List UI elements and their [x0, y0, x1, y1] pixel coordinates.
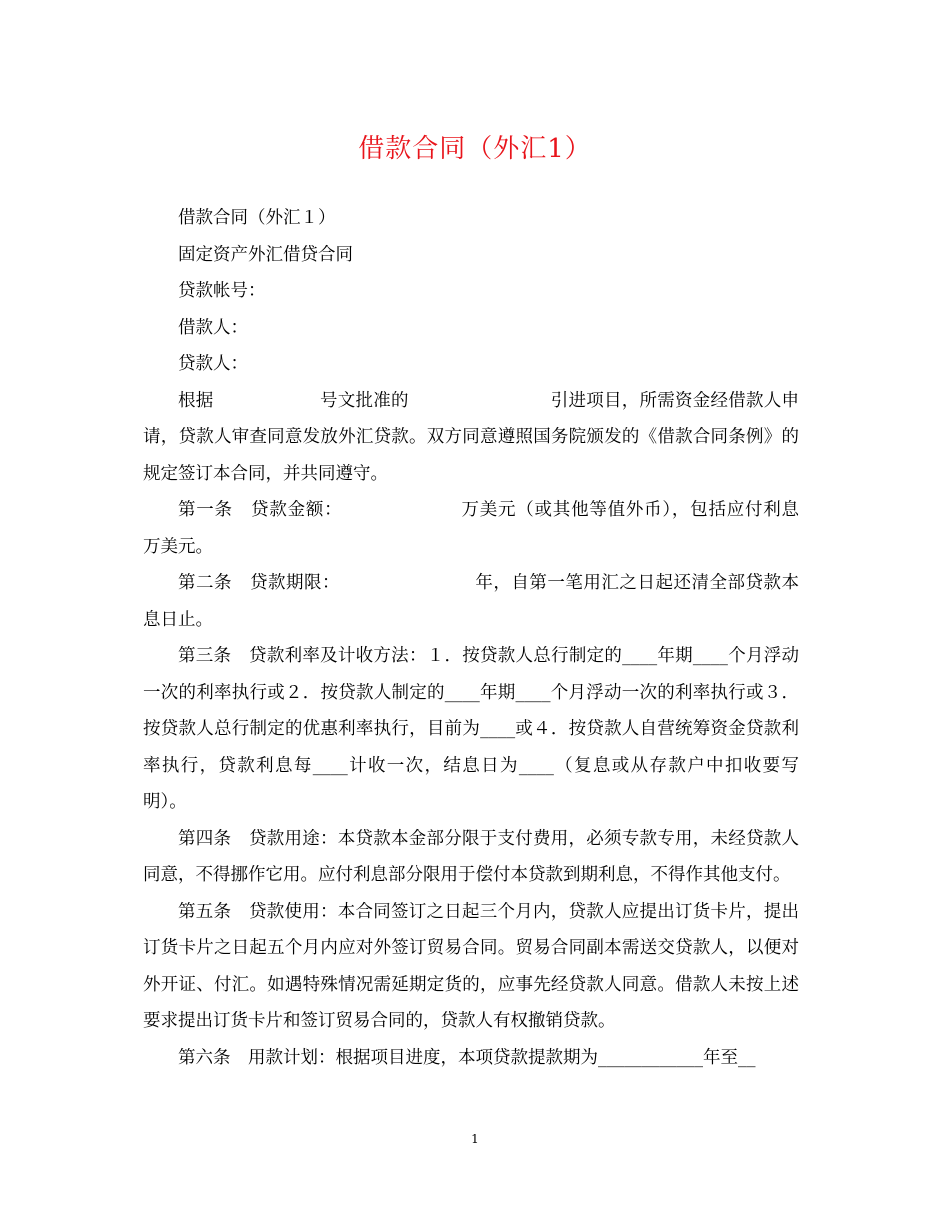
paragraph-contract-type: 固定资产外汇借贷合同 [178, 244, 353, 265]
paragraph-article-6: 第六条 用款计划：根据项目进度，本项贷款提款期为____________年至__ [178, 1047, 756, 1068]
paragraph-article-1: 第一条 贷款金额： 万美元（或其他等值外币），包括应付利息 万美元。 [143, 500, 834, 557]
paragraph-preamble: 根据 号文批准的 引进项目，所需资金经借款人申请，贷款人审查同意发放外汇贷款。双方同意遵照国务院颁发的《借款合同条例》的规定签订本合同，并共同遵守。 [143, 390, 799, 484]
paragraph-article-2: 第二条 贷款期限： 年，自第一笔用汇之日起还清全部贷款本息日止。 [143, 573, 799, 630]
document-title: 借款合同（外汇1） [358, 134, 592, 164]
paragraph-loan-account: 贷款帐号： [178, 281, 266, 301]
page-number: 1 [471, 1132, 479, 1146]
paragraph-article-3: 第三条 贷款利率及计收方法：１．按贷款人总行制定的____年期____个月浮动一次的利率执行或２．按贷款人制定的____年期____个月浮动一次的利率执行或３．按贷款人总行制定的优惠利率执行，目前为____或４．按贷款人自营统筹资金贷款利率执行，贷款利息每____计收一次，结息日为____（复息或从存款户中扣收要写明）。 [143, 646, 799, 812]
paragraph-article-5: 第五条 贷款使用：本合同签订之日起三个月内，贷款人应提出订货卡片，提出订货卡片之日起五个月内应对外签订贸易合同。贸易合同副本需送交贷款人，以便对外开证、付汇。如遇特殊情况需延期定货的，应事先经贷款人同意。借款人未按上述要求提出订货卡片和签订贸易合同的，贷款人有权撤销贷款。 [143, 901, 799, 1031]
paragraph-borrower: 借款人： [178, 317, 248, 338]
paragraph-lender: 贷款人： [178, 354, 248, 374]
paragraph-contract-name: 借款合同（外汇１） [178, 208, 336, 228]
document-body [143, 200, 834, 1076]
paragraph-article-4: 第四条 贷款用途：本贷款本金部分限于支付费用，必须专款专用，未经贷款人同意，不得挪作它用。应付利息部分限用于偿付本贷款到期利息，不得作其他支付。 [143, 828, 799, 885]
